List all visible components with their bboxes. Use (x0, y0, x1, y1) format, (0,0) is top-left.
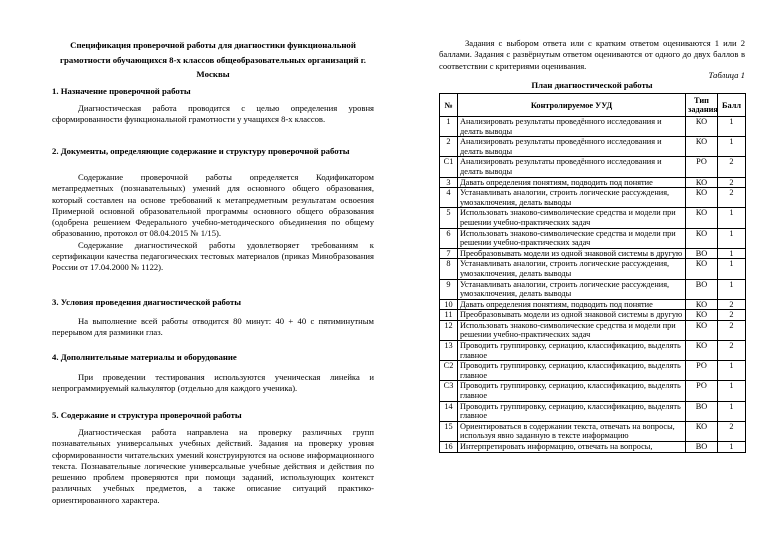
section-3-text: На выполнение всей работы отводится 80 минут: 40 + 40 с пятиминутным перерывом для разминки глаз. (52, 316, 374, 338)
row-type: КО (686, 341, 718, 361)
section-2-text-1: Содержание проверочной работы определяется Кодификатором метапредметных (познавательных) умений для основного общего образования, который составлен на основе требований к метапредметным результатам освоения Примерной основной образовательной программы основного общего образования (одобрена решением Федерального учебно-методического объединения по общему образованию, протокол от 08.04.2015 № 1/15). (52, 172, 374, 239)
row-score: 1 (718, 208, 746, 228)
row-uud: Проводить группировку, сериацию, классификацию, выделять главное (458, 341, 686, 361)
table-row (440, 137, 746, 157)
header-uud: Контролируемое УУД (458, 94, 686, 117)
row-score: 2 (718, 320, 746, 340)
row-num: 2 (440, 137, 458, 157)
row-num: 14 (440, 401, 458, 421)
table-row (440, 320, 746, 340)
row-num: 7 (440, 248, 458, 259)
row-uud: Ориентироваться в содержании текста, отвечать на вопросы, используя явно заданную в тексте информацию (458, 421, 686, 441)
row-type: КО (686, 320, 718, 340)
row-num: 6 (440, 228, 458, 248)
section-2-heading: 2. Документы, определяющие содержание и структуру проверочной работы (52, 146, 350, 156)
row-uud: Устанавливать аналогии, строить логические рассуждения, умозаключения, делать выводы (458, 259, 686, 279)
row-uud: Анализировать результаты проведённого исследования и делать выводы (458, 157, 686, 177)
row-uud: Проводить группировку, сериацию, классификацию, выделять главное (458, 401, 686, 421)
row-score: 2 (718, 299, 746, 310)
row-uud: Анализировать результаты проведённого исследования и делать выводы (458, 117, 686, 137)
table-row (440, 401, 746, 421)
row-type: РО (686, 381, 718, 401)
row-num: С3 (440, 381, 458, 401)
row-num: 1 (440, 117, 458, 137)
table-row (440, 259, 746, 279)
row-num: 13 (440, 341, 458, 361)
row-uud: Проводить группировку, сериацию, классификацию, выделять главное (458, 361, 686, 381)
table-row (440, 228, 746, 248)
row-type: ВО (686, 442, 718, 453)
row-type: КО (686, 188, 718, 208)
row-num: 11 (440, 310, 458, 321)
row-type: ВО (686, 248, 718, 259)
row-num: 4 (440, 188, 458, 208)
row-type: РО (686, 157, 718, 177)
row-type: КО (686, 177, 718, 188)
row-type: КО (686, 421, 718, 441)
row-uud: Устанавливать аналогии, строить логические рассуждения, умозаключения, делать выводы (458, 188, 686, 208)
table-row (440, 421, 746, 441)
table-header-row (440, 94, 746, 117)
row-num: С1 (440, 157, 458, 177)
header-type: Тип задания (686, 94, 718, 117)
row-score: 2 (718, 310, 746, 321)
row-type: КО (686, 228, 718, 248)
row-score: 1 (718, 248, 746, 259)
scoring-intro: Задания с выбором ответа или с кратким ответом оцениваются 1 или 2 баллами. Задания с развёрнутым ответом оцениваются от одного до двух баллов в соответствии с критериями оценивания. (439, 38, 745, 71)
row-type: ВО (686, 279, 718, 299)
table-label: Таблица 1 (708, 70, 745, 80)
section-4-text: При проведении тестирования используются ученическая линейка и непрограммируемый калькулятор (отдельно для каждого ученика). (52, 372, 374, 394)
row-type: РО (686, 361, 718, 381)
table-row (440, 381, 746, 401)
table-row (440, 361, 746, 381)
row-num: 10 (440, 299, 458, 310)
row-num: 3 (440, 177, 458, 188)
row-score: 2 (718, 177, 746, 188)
row-uud: Интерпретировать информацию, отвечать на вопросы, (458, 442, 686, 453)
row-num: 5 (440, 208, 458, 228)
row-num: С2 (440, 361, 458, 381)
row-type: КО (686, 137, 718, 157)
row-score: 2 (718, 188, 746, 208)
row-num: 16 (440, 442, 458, 453)
row-uud: Устанавливать аналогии, строить логические рассуждения, умозаключения, делать выводы (458, 279, 686, 299)
row-score: 1 (718, 228, 746, 248)
row-score: 2 (718, 157, 746, 177)
section-2-text-2: Содержание диагностической работы удовлетворяет требованиям к сертификации качества педагогических тестовых материалов (приказ Минобразования России от 17.04.2000 № 1122). (52, 239, 374, 273)
section-4-heading: 4. Дополнительные материалы и оборудование (52, 352, 237, 362)
row-score: 1 (718, 259, 746, 279)
row-type: КО (686, 208, 718, 228)
row-num: 8 (440, 259, 458, 279)
row-score: 1 (718, 279, 746, 299)
row-uud: Проводить группировку, сериацию, классификацию, выделять главное (458, 381, 686, 401)
table-row (440, 341, 746, 361)
row-type: КО (686, 259, 718, 279)
row-score: 1 (718, 381, 746, 401)
row-uud: Давать определения понятиям, подводить под понятие (458, 299, 686, 310)
row-num: 9 (440, 279, 458, 299)
table-row (440, 248, 746, 259)
table-row (440, 279, 746, 299)
table-row (440, 117, 746, 137)
table-row (440, 299, 746, 310)
row-score: 1 (718, 117, 746, 137)
document-title: Спецификация проверочной работы для диагностики функциональной грамотности обучающихся 8-х классов общеобразовательных организаций г. Москвы (60, 40, 366, 79)
row-score: 1 (718, 442, 746, 453)
row-type: КО (686, 310, 718, 321)
row-uud: Анализировать результаты проведённого исследования и делать выводы (458, 137, 686, 157)
table-row (440, 177, 746, 188)
row-type: КО (686, 117, 718, 137)
row-uud: Использовать знаково-символические средства и модели при решении учебно-практических задач (458, 228, 686, 248)
row-uud: Использовать знаково-символические средства и модели при решении учебно-практических задач (458, 208, 686, 228)
row-type: ВО (686, 401, 718, 421)
header-score: Балл (718, 94, 746, 117)
plan-title: План диагностической работы (531, 80, 653, 90)
table-row (440, 442, 746, 453)
row-uud: Преобразовывать модели из одной знаковой системы в другую (458, 310, 686, 321)
plan-table (439, 93, 746, 453)
section-5-heading: 5. Содержание и структура проверочной работы (52, 410, 242, 420)
table-row (440, 188, 746, 208)
header-num: № (440, 94, 458, 117)
row-score: 2 (718, 421, 746, 441)
section-3-heading: 3. Условия проведения диагностической работы (52, 297, 242, 307)
section-5-text: Диагностическая работа направлена на проверку различных групп познавательных универсальных учебных действий. Задания на проверку уровня сформированности читательских умений конструируются на основе информационного текста. Познавательные логические универсальные учебные действия и действия по решению проблем проверяются при помощи заданий, использующих контекст различных учебных предметов, а также описание ситуаций практико-ориентированного характера. (52, 427, 374, 505)
table-row (440, 310, 746, 321)
row-score: 2 (718, 341, 746, 361)
section-1-heading: 1. Назначение проверочной работы (52, 86, 191, 96)
section-1-text: Диагностическая работа проводится с целью определения уровня сформированности функциональной грамотности у учащихся 8-х классов. (52, 103, 374, 125)
row-score: 1 (718, 361, 746, 381)
row-num: 12 (440, 320, 458, 340)
table-row (440, 157, 746, 177)
row-uud: Давать определения понятиям, подводить под понятие (458, 177, 686, 188)
row-score: 1 (718, 137, 746, 157)
table-row (440, 208, 746, 228)
row-score: 1 (718, 401, 746, 421)
row-uud: Использовать знаково-символические средства и модели при решении учебно-практических задач (458, 320, 686, 340)
row-num: 15 (440, 421, 458, 441)
row-type: КО (686, 299, 718, 310)
row-uud: Преобразовывать модели из одной знаковой системы в другую (458, 248, 686, 259)
